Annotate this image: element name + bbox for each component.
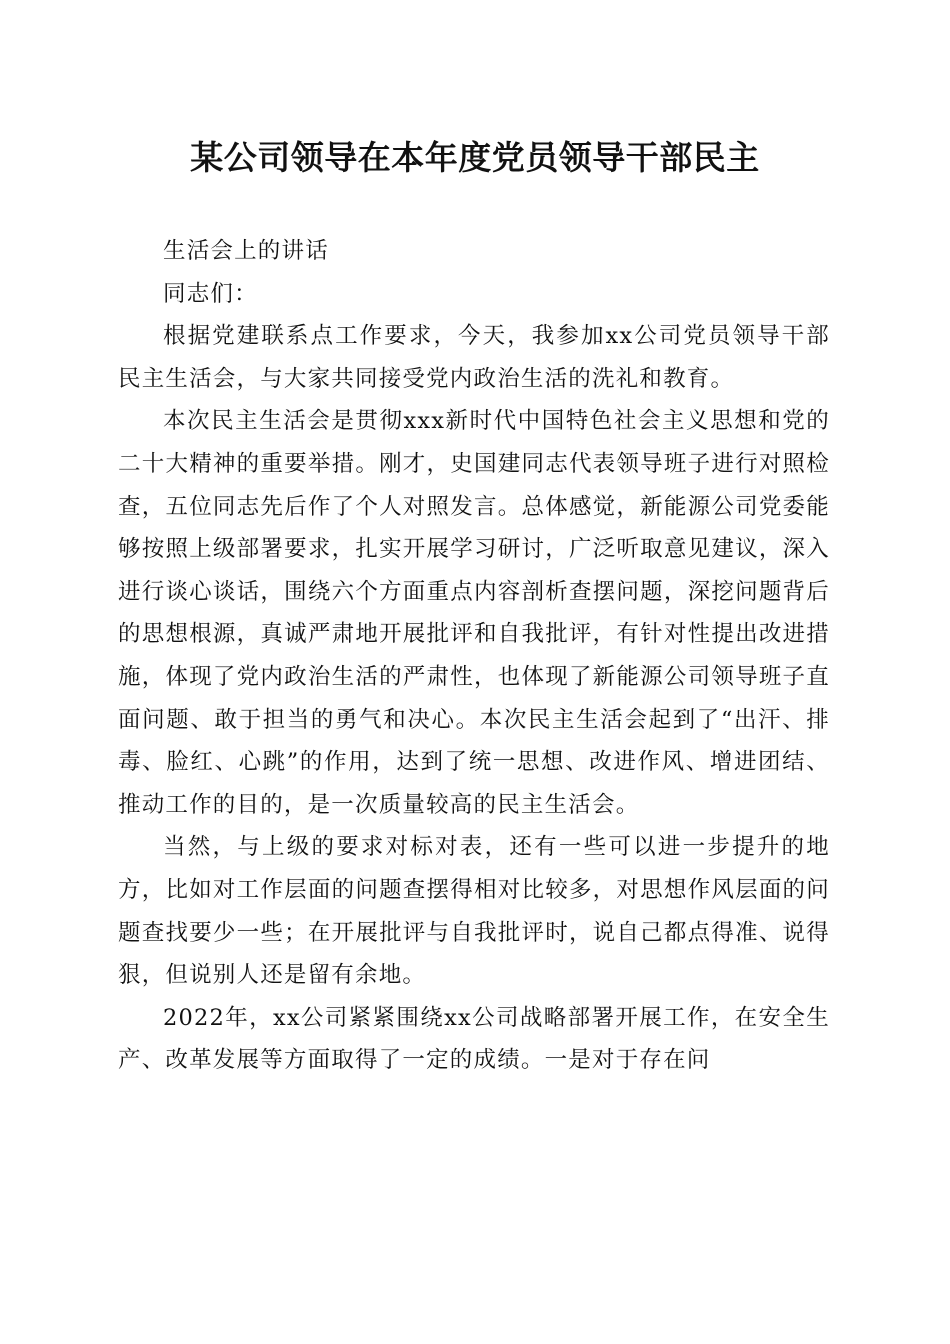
document-title: 某公司领导在本年度党员领导干部民主 bbox=[190, 138, 760, 177]
paragraph-1: 根据党建联系点工作要求，今天，我参加xx公司党员领导干部民主生活会，与大家共同接受党内政治生活的洗礼和教育。 bbox=[118, 323, 830, 392]
document-body bbox=[118, 230, 830, 1082]
document-subtitle: 生活会上的讲话 bbox=[163, 238, 329, 264]
paragraph-4: 2022年，xx公司紧紧围绕xx公司战略部署开展工作，在安全生产、改革发展等方面取得了一定的成绩。一是对于存在问 bbox=[118, 1004, 830, 1074]
greeting: 同志们： bbox=[163, 280, 258, 307]
paragraph-2: 本次民主生活会是贯彻xxx新时代中国特色社会主义思想和党的二十大精神的重要举措。刚才，史国建同志代表领导班子进行对照检查，五位同志先后作了个人对照发言。总体感觉，新能源公司党委能够按照上级部署要求，扎实开展学习研讨，广泛听取意见建议，深入进行谈心谈话，围绕六个方面重点内容剖析查摆问题，深挖问题背后的思想根源，真诚严肃地开展批评和自我批评，有针对性提出改进措施，体现了党内政治生活的严肃性，也体现了新能源公司领导班子直面问题、敢于担当的勇气和决心。本次民主生活会起到了“出汗、排毒、脸红、心跳”的作用，达到了统一思想、改进作风、增进团结、推动工作的目的，是一次质量较高的民主生活会。 bbox=[118, 408, 830, 818]
paragraph-3: 当然，与上级的要求对标对表，还有一些可以进一步提升的地方，比如对工作层面的问题查摆得相对比较多，对思想作风层面的问题查找要少一些；在开展批评与自我批评时，说自己都点得准、说得狠，但说别人还是留有余地。 bbox=[118, 834, 830, 989]
